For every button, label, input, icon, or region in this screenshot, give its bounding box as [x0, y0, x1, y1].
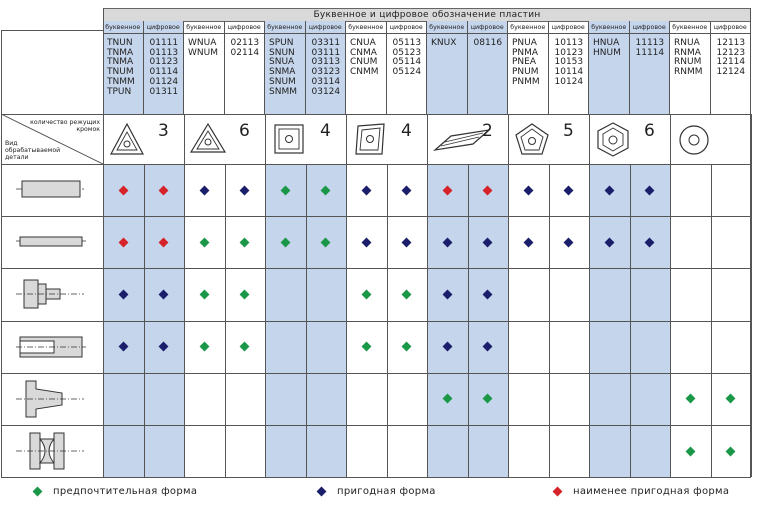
group-divider	[184, 114, 185, 164]
row-divider	[1, 373, 750, 374]
code-item: TNMM	[107, 76, 135, 87]
code-item: PNUM	[512, 67, 539, 78]
square-insert-icon	[269, 120, 309, 160]
code-item: PNEA	[512, 57, 537, 68]
code-list	[306, 39, 346, 97]
header-digit-label: цифровое	[225, 21, 265, 34]
preferred-marker	[240, 342, 250, 352]
code-column-letter	[589, 21, 630, 114]
code-item: SNMM	[269, 86, 297, 97]
code-item: 10124	[554, 76, 584, 87]
suitable-marker	[523, 237, 533, 247]
code-list	[225, 39, 265, 58]
edge-count: 4	[320, 121, 331, 141]
group-divider	[751, 114, 752, 164]
header-digit-label: цифровое	[711, 21, 751, 34]
code-item: 01123	[149, 57, 179, 68]
preferred-marker	[199, 237, 209, 247]
code-list	[265, 39, 305, 97]
edge-count: 6	[239, 121, 250, 141]
suitable-marker	[361, 185, 371, 195]
code-item: 03311	[311, 38, 341, 48]
code-item: 12114	[716, 57, 746, 68]
column-divider	[751, 164, 752, 477]
long-thin-shaft-icon	[14, 220, 90, 264]
code-column-letter	[346, 21, 387, 114]
column-divider	[670, 164, 671, 477]
column-divider	[265, 164, 266, 477]
code-column-digit	[630, 21, 671, 114]
header-letter-label: буквенное	[589, 21, 629, 34]
preferred-marker	[402, 290, 412, 300]
code-item: CNUA	[350, 38, 376, 48]
code-item: 03124	[311, 86, 341, 97]
column-divider	[468, 164, 469, 477]
row-divider	[1, 477, 750, 478]
code-item: RNUM	[674, 57, 702, 68]
legend-preferred-marker	[33, 487, 43, 497]
corner-line: детали	[5, 154, 29, 161]
code-column-letter	[184, 21, 225, 114]
code-item: SPUN	[269, 38, 294, 48]
code-item: RNMA	[674, 47, 701, 58]
preferred-marker	[240, 290, 250, 300]
pentagon-insert-icon	[512, 120, 552, 160]
code-column-letter	[508, 21, 549, 114]
code-list	[670, 39, 710, 78]
stepped-shaft-icon	[14, 272, 90, 316]
row-divider	[1, 425, 750, 426]
header-letter-label: буквенное	[670, 21, 710, 34]
preferred-marker	[199, 290, 209, 300]
row-divider	[1, 268, 750, 269]
column-divider	[549, 164, 550, 477]
corner-label-workpiece	[5, 140, 60, 161]
preferred-marker	[361, 342, 371, 352]
preferred-marker	[685, 446, 695, 456]
group-divider	[589, 114, 590, 164]
code-item: 08116	[473, 38, 503, 48]
column-divider	[711, 164, 712, 477]
corner-line: обрабатываемой	[5, 147, 61, 154]
code-item: 01111	[149, 38, 179, 48]
preferred-marker	[402, 342, 412, 352]
header-letter-label: буквенное	[508, 21, 548, 34]
corner-line: кромок	[76, 126, 100, 133]
rhombus-insert-icon	[350, 120, 390, 160]
code-item: SNMA	[269, 67, 296, 78]
suitable-marker	[240, 185, 250, 195]
code-item: 05113	[392, 38, 422, 48]
edge-count: 4	[401, 121, 412, 141]
code-item: SNUM	[269, 76, 296, 87]
code-item: SNUN	[269, 47, 295, 58]
edge-count: 5	[563, 121, 574, 141]
column-divider	[589, 164, 590, 477]
code-item: RNMM	[674, 67, 703, 78]
preferred-marker	[685, 394, 695, 404]
code-item: 11113	[635, 38, 665, 48]
code-item: 05123	[392, 47, 422, 58]
code-item: HNUA	[593, 38, 620, 48]
code-item: 12123	[716, 47, 746, 58]
group-divider	[346, 114, 347, 164]
legend-suitable-marker	[317, 487, 327, 497]
code-item: TNMA	[107, 47, 134, 58]
code-list	[103, 39, 143, 97]
cylinder-shaft-icon	[14, 168, 90, 212]
column-divider	[508, 164, 509, 477]
shape-row-top	[1, 114, 750, 115]
code-item: 01114	[149, 67, 179, 78]
code-item: PNMM	[512, 76, 540, 87]
code-list	[711, 39, 751, 78]
preferred-marker	[240, 237, 250, 247]
code-item: 03114	[311, 76, 341, 87]
preferred-marker	[361, 290, 371, 300]
code-column-digit	[225, 21, 266, 114]
code-item: 05114	[392, 57, 422, 68]
group-divider	[265, 114, 266, 164]
code-item: 11114	[635, 47, 665, 58]
suitable-marker	[564, 185, 574, 195]
code-item: 01113	[149, 47, 179, 58]
column-divider	[225, 164, 226, 477]
code-list	[508, 39, 548, 88]
preferred-marker	[726, 394, 736, 404]
code-item: 12113	[716, 38, 746, 48]
suitable-marker	[199, 185, 209, 195]
preferred-marker	[726, 446, 736, 456]
tapered-part-icon	[14, 377, 90, 421]
code-list	[630, 39, 670, 58]
code-column-digit	[387, 21, 428, 114]
code-item: TPUN	[107, 86, 132, 97]
code-column-digit	[144, 21, 185, 114]
round-insert-icon	[674, 120, 714, 160]
suitable-marker	[402, 185, 412, 195]
edge-count: 2	[482, 121, 493, 141]
column-divider	[346, 164, 347, 477]
code-item: CNMA	[350, 47, 377, 58]
code-item: 10113	[554, 38, 584, 48]
code-list	[427, 39, 467, 49]
last-column-border	[750, 8, 751, 478]
code-item: 10153	[554, 57, 584, 68]
profile-part-icon	[14, 429, 90, 473]
code-list	[589, 39, 629, 58]
code-item: WNUA	[188, 38, 217, 48]
edge-count: 6	[644, 121, 655, 141]
code-item: 03111	[311, 47, 341, 58]
suitable-marker	[523, 185, 533, 195]
code-column-letter	[670, 21, 711, 114]
header-digit-label: цифровое	[306, 21, 346, 34]
code-column-digit	[711, 21, 752, 114]
code-column-letter	[265, 21, 306, 114]
trigon-insert-icon	[188, 120, 228, 160]
code-column-digit	[306, 21, 347, 114]
code-item: 03123	[311, 67, 341, 78]
header-digit-label: цифровое	[549, 21, 589, 34]
bored-part-icon	[14, 325, 90, 369]
code-item: KNUX	[431, 38, 457, 48]
row-divider	[1, 321, 750, 322]
column-divider	[144, 164, 145, 477]
suitable-marker	[402, 237, 412, 247]
corner-line: Вид	[5, 140, 18, 147]
code-item: HNUM	[593, 47, 621, 58]
column-divider	[427, 164, 428, 477]
code-item: SNUA	[269, 57, 295, 68]
legend-label: наименее пригодная форма	[573, 486, 730, 497]
group-divider	[508, 114, 509, 164]
column-divider	[387, 164, 388, 477]
code-column-digit	[549, 21, 590, 114]
code-item: 01124	[149, 76, 179, 87]
code-item: TNUM	[107, 67, 134, 78]
header-letter-label: буквенное	[427, 21, 467, 34]
code-item: 02113	[230, 38, 260, 48]
code-item: CNUM	[350, 57, 378, 68]
code-item: 12124	[716, 67, 746, 78]
code-item: 05124	[392, 67, 422, 78]
group-divider	[427, 114, 428, 164]
triangle-insert-icon	[107, 120, 147, 160]
code-column-letter	[427, 21, 468, 114]
suitable-marker	[564, 237, 574, 247]
edge-count: 3	[158, 121, 169, 141]
group-divider	[670, 114, 671, 164]
code-item: 10114	[554, 67, 584, 78]
code-list	[549, 39, 589, 88]
code-item: 10123	[554, 47, 584, 58]
code-item: 03113	[311, 57, 341, 68]
row-divider	[1, 216, 750, 217]
header-digit-label: цифровое	[630, 21, 670, 34]
first-column-border	[103, 8, 104, 478]
code-item: TNUN	[107, 38, 133, 48]
code-column-letter	[103, 21, 144, 114]
column-divider	[306, 164, 307, 477]
code-item: PNMA	[512, 47, 539, 58]
code-item: 02114	[230, 47, 260, 58]
legend-label: пригодная форма	[337, 486, 436, 497]
code-list	[184, 39, 224, 58]
preferred-marker	[199, 342, 209, 352]
header-digit-label: цифровое	[387, 21, 427, 34]
legend-least-suitable-marker	[553, 487, 563, 497]
header-letter-label: буквенное	[265, 21, 305, 34]
legend-label: предпочтительная форма	[53, 486, 198, 497]
code-item: RNUA	[674, 38, 700, 48]
code-item: CNMM	[350, 67, 379, 78]
column-divider	[630, 164, 631, 477]
table-title: Буквенное и цифровое обозначение пластин	[103, 8, 751, 22]
header-digit-label: цифровое	[144, 21, 184, 34]
header-letter-label: буквенное	[103, 21, 143, 34]
header-digit-label: цифровое	[468, 21, 508, 34]
code-item: PNUA	[512, 38, 537, 48]
code-list	[387, 39, 427, 78]
code-item: WNUM	[188, 47, 218, 58]
column-divider	[184, 164, 185, 477]
code-item: 01311	[149, 86, 179, 97]
header-letter-label: буквенное	[346, 21, 386, 34]
header-letter-label: буквенное	[184, 21, 224, 34]
code-item: TNMA	[107, 57, 134, 68]
frame-left-border	[1, 30, 2, 478]
code-column-digit	[468, 21, 509, 114]
frame-top-border	[1, 30, 103, 31]
hexagon-insert-icon	[593, 120, 633, 160]
code-list	[346, 39, 386, 78]
code-list	[468, 39, 508, 49]
code-list	[144, 39, 184, 97]
corner-label-edges	[28, 119, 100, 133]
suitable-marker	[361, 237, 371, 247]
corner-line: количество режущих	[30, 119, 100, 126]
shape-row-bottom	[1, 164, 750, 165]
